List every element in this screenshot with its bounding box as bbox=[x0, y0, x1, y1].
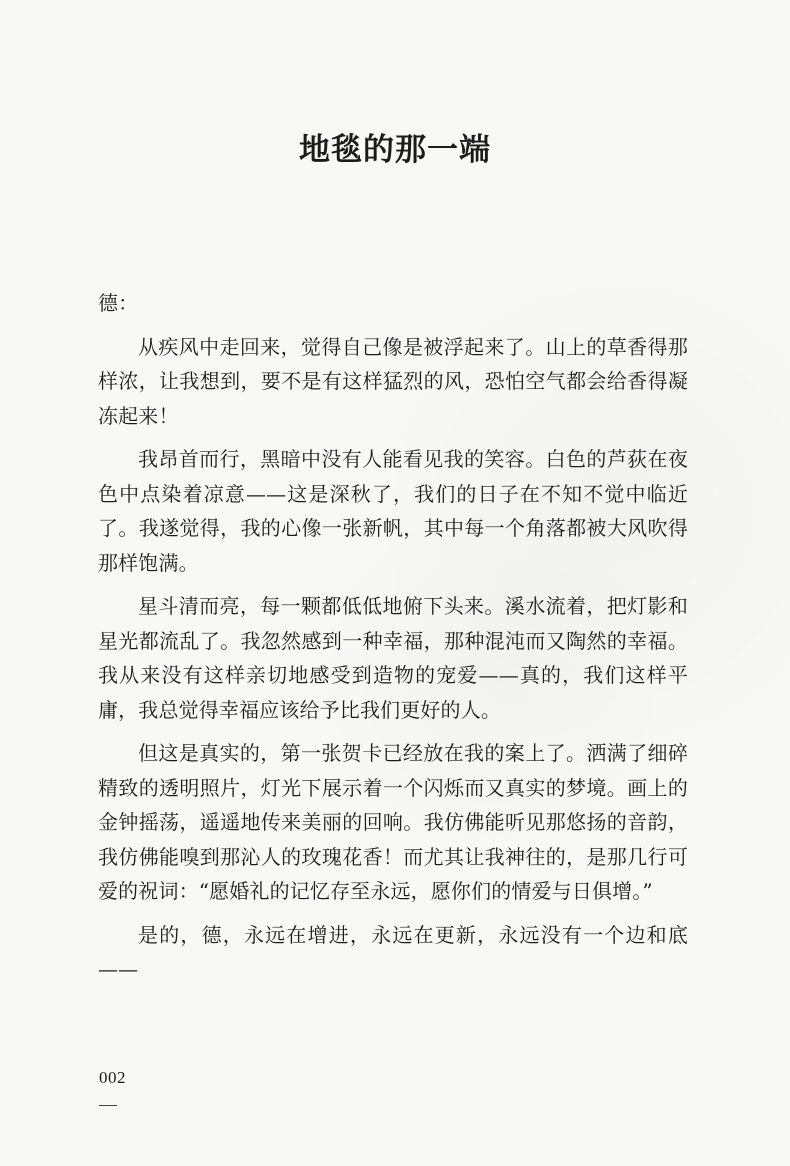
page-number: 002 bbox=[99, 1068, 126, 1087]
paragraph: 是的，德，永远在增进，永远在更新，永远没有一个边和底—— bbox=[98, 922, 688, 981]
paragraph: 从疾风中走回来，觉得自己像是被浮起来了。山上的草香得那样浓，让我想到，要不是有这样猛烈的风，恐怕空气都会给香得凝冻起来！ bbox=[98, 334, 688, 428]
paragraph: 星斗清而亮，每一颗都低低地俯下头来。溪水流着，把灯影和星光都流乱了。我忽然感到一种幸福，那种混沌而又陶然的幸福。我从来没有这样亲切地感受到造物的宠爱——真的，我们这样平庸，我总觉得幸福应该给予比我们更好的人。 bbox=[98, 594, 688, 722]
essay-title: 地毯的那一端 bbox=[299, 131, 491, 168]
paragraph: 但这是真实的，第一张贺卡已经放在我的案上了。洒满了细碎精致的透明照片，灯光下展示着一个闪烁而又真实的梦境。画上的金钟摇荡，遥遥地传来美丽的回响。我仿佛能听见那悠扬的音韵，我仿佛能嗅到那沁人的玫瑰花香！而尤其让我神往的，是那几行可爱的祝词：“愿婚礼的记忆存至永远，愿你们的情爱与日俱增。” bbox=[98, 741, 688, 903]
paragraph: 我昂首而行，黑暗中没有人能看见我的笑容。白色的芦荻在夜色中点染着凉意——这是深秋了，我们的日子在不知不觉中临近了。我遂觉得，我的心像一张新帆，其中每一个角落都被大风吹得那样饱满。 bbox=[98, 447, 688, 575]
letter-body bbox=[98, 286, 688, 996]
page-number-rule bbox=[99, 1105, 117, 1106]
salutation: 德： bbox=[98, 291, 139, 315]
